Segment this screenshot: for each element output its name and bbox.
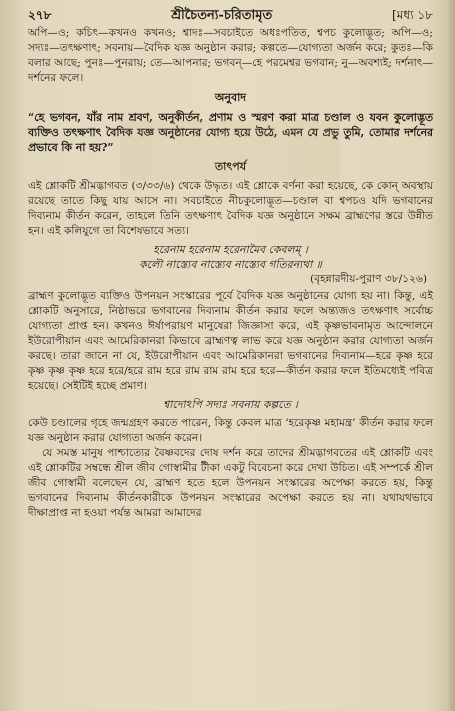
quoted-verse <box>28 242 433 272</box>
purport-paragraph-1: এই শ্লোকটি শ্রীমদ্ভাগবত (৩/৩৩/৬) থেকে উদ্ধৃত। এই শ্লোকে বর্ণনা করা হয়েছে, কে কোন্ অবস্থায় রয়েছে তাতে কিছু যায় আসে না। সবচাইতে নীচকুলোদ্ভূত—চণ্ডাল বা শ্বপচও যদি ভগবানের দিব্যনাম কীর্তন করেন, তাহলে তিনি তৎক্ষণাৎ বৈদিক যজ্ঞ অনুষ্ঠানে সক্ষম ব্রাহ্মণের স্তরে উন্নীত হন। এই কলিযুগে তা বিশেষভাবে সত্য। <box>28 180 433 237</box>
translation-paragraph: “হে ভগবন, যাঁর নাম শ্রবণ, অনুকীর্তন, প্রণাম ও স্মরণ করা মাত্র চণ্ডাল ও যবন কুলোদ্ভূত ব্যক্তিও তৎক্ষণাৎ বৈদিক যজ্ঞ অনুষ্ঠানের যোগ্য হয়ে উঠে, এমন যে প্রভু তুমি, তোমার দর্শনের প্রভাবে কি না হয়?” <box>28 111 433 154</box>
purport-paragraph-2: ব্রাহ্মণ কুলোদ্ভূত ব্যক্তিও উপনয়ন সংস্কারের পূর্বে বৈদিক যজ্ঞ অনুষ্ঠানের যোগ্য হয় না। কিন্তু, এই শ্লোকটি অনুসারে, নিষ্ঠাভরে ভগবানের দিব্যনাম কীর্তন করার ফলে অন্ত্যজও তৎক্ষণাৎ সর্বোচ্চ যোগ্যতা প্রাপ্ত হন। কখনও ঈর্ষাপরায়ণ মানুষেরা জিজ্ঞাসা করে, এই কৃষ্ণভাবনামৃত আন্দোলনে ইউরোপীয়ান এবং আমেরিকানরা কিভাবে ব্রাহ্মণত্ব লাভ করে যজ্ঞ অনুষ্ঠান করার যোগ্যতা অর্জন করছে। তারা জানে না যে, ইউরোপীয়ান এবং আমেরিকানরা ভগবানের দিব্যনাম—হরে কৃষ্ণ হরে কৃষ্ণ কৃষ্ণ কৃষ্ণ হরে হরে/হরে রাম হরে রাম রাম রাম হরে হরে—কীর্তন করার ফলে ইতিমধ্যেই পবিত্র হয়েছে। সেইটিই হচ্ছে প্রমাণ। <box>28 290 433 392</box>
verse-reference: (বৃহন্নারদীয়-পুরাণ ৩৮/১২৬) <box>310 273 427 285</box>
purport-heading: তাৎপর্য <box>214 160 247 173</box>
book-title: শ্রীচৈতন্য-চরিতামৃত <box>171 8 273 23</box>
page-header <box>28 6 433 26</box>
page-edge-shadow <box>447 0 455 711</box>
verse-line-1: হরেনাম হরেনাম হরেনামৈব কেবলম্ । <box>153 243 308 256</box>
section-label: [মধ্য ১৮ <box>392 8 433 22</box>
glossary-paragraph: অপি—ও; কচিৎ—কখনও কখনও; শ্বাদঃ—সবচাইতে অধঃপতিত, শ্বপচ কুলোদ্ভূত; অপি—ও; সদ্যঃ—তৎক্ষণাৎ; সবনায়—বৈদিক যজ্ঞ অনুষ্ঠান করার; কল্পতে—যোগ্যতা অর্জন করে; কুতঃ—কি বলার আছে; পুনঃ—পুনরায়; তে—আপনার; ভগবন্—হে পরমেশ্বর ভগবান; নু—অবশ্যই; দর্শনাৎ—দর্শনের ফলে। <box>28 27 433 84</box>
page-number: ২৭৮ <box>28 8 52 22</box>
quoted-verse-2: শ্বাদোঽপি সদ্যঃ সবনায় কল্পতে । <box>163 398 298 411</box>
purport-paragraph-3: কেউ চণ্ডালের গৃহে জন্মগ্রহণ করতে পারেন, কিন্তু কেবল মাত্র ‘হরেকৃষ্ণ মহামন্ত্র’ কীর্তন করার ফলে যজ্ঞ অনুষ্ঠান করার যোগ্যতা অর্জন করেন। <box>28 417 433 444</box>
purport-paragraph-4: যে সমস্ত মানুষ পাশ্চাত্যের বৈষ্ণবদের দোষ দর্শন করে তাদের শ্রীমদ্ভাগবতের এই শ্লোকটি এবং এই শ্লোকটির সম্বন্ধে শ্রীল জীব গোস্বামীর টীকা একটু বিবেচনা করে দেখা উচিত। এই সম্পর্কে শ্রীল জীব গোস্বামী বলেছেন যে, ব্রাহ্মণ হতে হলে উপনয়ন সংস্কারের অপেক্ষা করতে হয়, কিন্তু ভগবানের দিব্যনাম কীর্তনকারীকে উপনয়ন সংস্কারের অপেক্ষা করতে হয় না। যথাযথভাবে দীক্ষাপ্রাপ্ত না হওয়া পর্যন্ত আমরা আমাদের <box>28 447 433 519</box>
verse-line-2: কলৌ নাস্ত্যেব নাস্ত্যেব নাস্ত্যেব গতিরন্যথা ॥ <box>139 258 322 271</box>
translation-heading: অনুবাদ <box>214 91 247 104</box>
